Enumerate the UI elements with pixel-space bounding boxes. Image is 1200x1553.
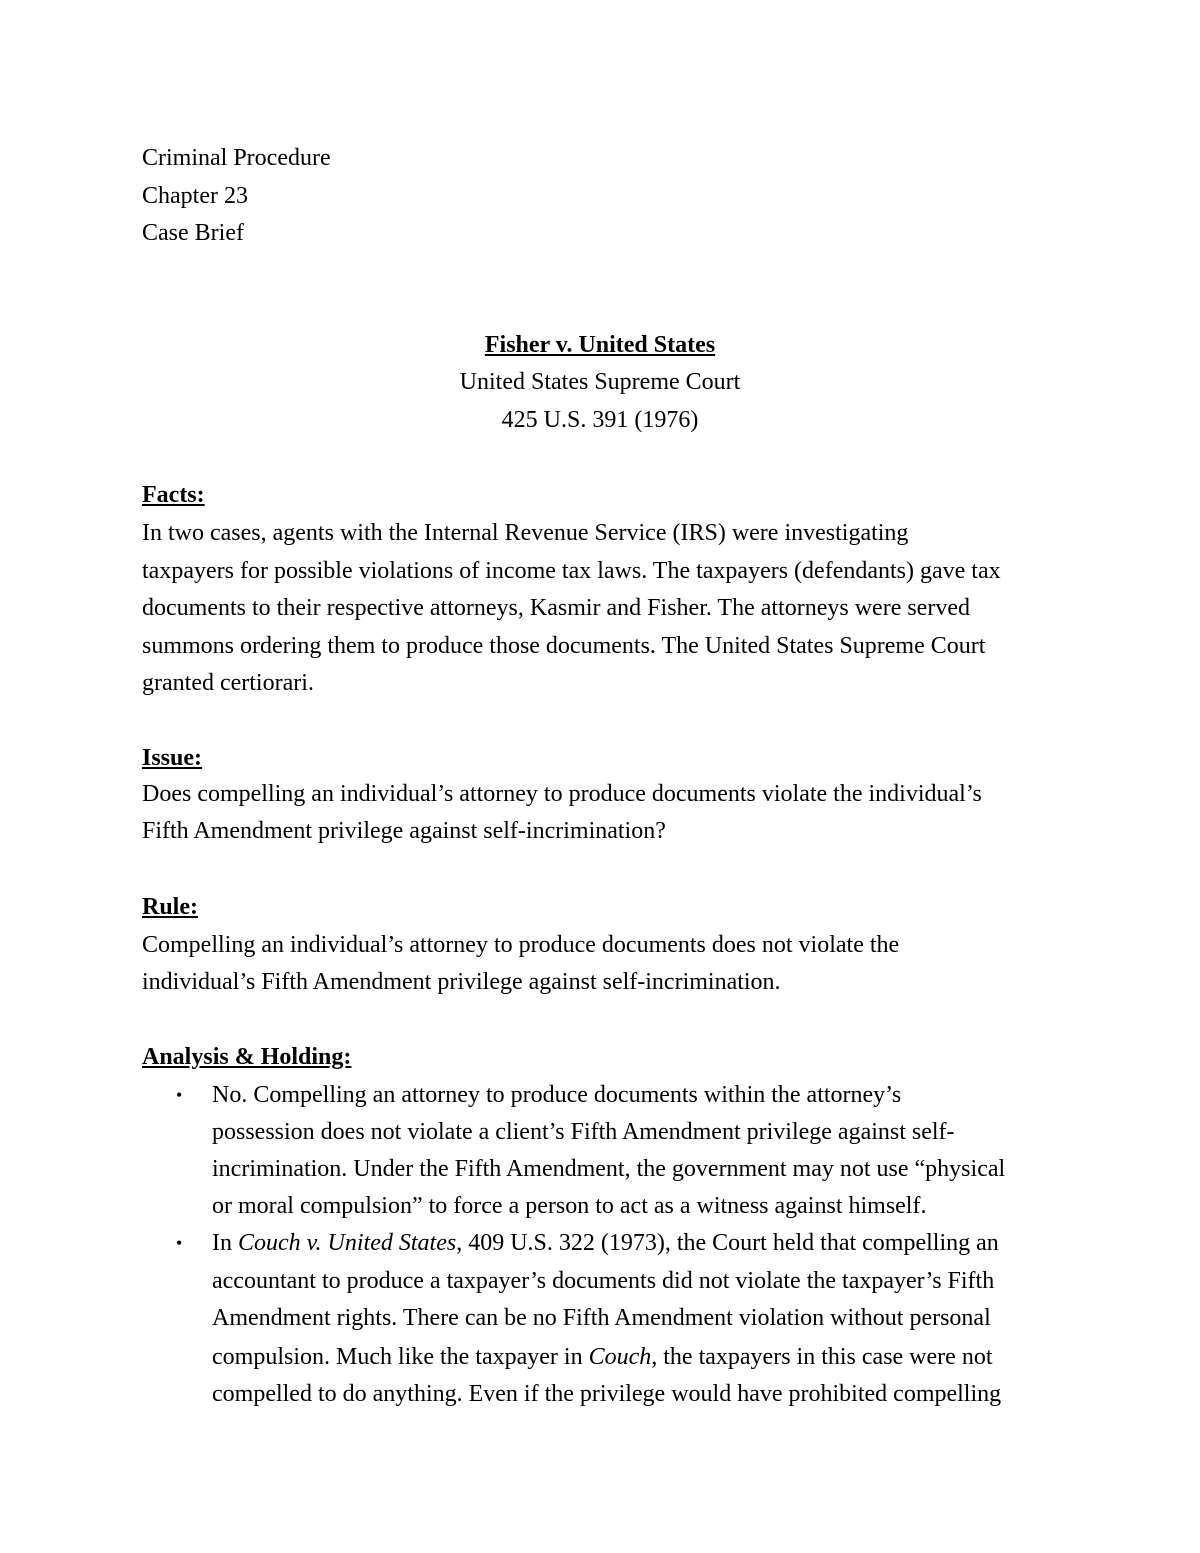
rule-heading: Rule: xyxy=(142,894,198,920)
analysis-bullet-line: accountant to produce a taxpayer’s documents did not violate the taxpayer’s Fifth xyxy=(212,1268,995,1294)
court-name: United States Supreme Court xyxy=(459,369,741,395)
text-fragment: compulsion. Much like the taxpayer in xyxy=(212,1344,589,1370)
analysis-bullet-line: possession does not violate a client’s Fifth Amendment privilege against self- xyxy=(212,1119,955,1145)
analysis-bullet-line: Amendment rights. There can be no Fifth Amendment violation without personal xyxy=(212,1305,991,1331)
facts-line: summons ordering them to produce those documents. The United States Supreme Court xyxy=(142,633,986,659)
facts-line: granted certiorari. xyxy=(142,670,314,696)
analysis-heading: Analysis & Holding: xyxy=(142,1044,352,1070)
case-name-italic: Couch xyxy=(588,1344,652,1370)
text-fragment: , the taxpayers in this case were not xyxy=(651,1344,993,1370)
facts-line: documents to their respective attorneys, Kasmir and Fisher. The attorneys were served xyxy=(142,595,970,621)
analysis-bullet-line: or moral compulsion” to force a person to act as a witness against himself. xyxy=(212,1193,927,1219)
issue-heading: Issue: xyxy=(142,745,203,771)
facts-line: In two cases, agents with the Internal Revenue Service (IRS) were investigating xyxy=(142,520,909,546)
issue-line: Does compelling an individual’s attorney to produce documents violate the individual’s xyxy=(142,781,982,807)
document-type: Case Brief xyxy=(142,220,244,246)
analysis-bullet-line: compelled to do anything. Even if the privilege would have prohibited compelling xyxy=(212,1381,1002,1407)
case-title: Fisher v. United States xyxy=(484,332,716,358)
analysis-bullet-line: No. Compelling an attorney to produce documents within the attorney’s xyxy=(212,1082,902,1108)
facts-line: taxpayers for possible violations of income tax laws. The taxpayers (defendants) gave tax xyxy=(142,558,1001,584)
analysis-bullet-line xyxy=(212,1228,999,1258)
facts-heading: Facts: xyxy=(142,482,205,508)
rule-line: Compelling an individual’s attorney to produce documents does not violate the xyxy=(142,932,900,958)
case-citation: 425 U.S. 391 (1976) xyxy=(501,407,699,433)
case-name-italic: Couch v. United States xyxy=(238,1230,457,1256)
bullet-icon: • xyxy=(176,1085,183,1105)
course-name: Criminal Procedure xyxy=(142,145,331,171)
analysis-bullet-line: incrimination. Under the Fifth Amendment, the government may not use “physical xyxy=(212,1156,1006,1182)
chapter-label: Chapter 23 xyxy=(142,183,248,209)
rule-line: individual’s Fifth Amendment privilege against self-incrimination. xyxy=(142,969,781,995)
text-fragment: In xyxy=(212,1230,238,1256)
bullet-icon: • xyxy=(176,1233,183,1253)
text-fragment: , 409 U.S. 322 (1973), the Court held that compelling an xyxy=(456,1230,999,1256)
issue-line: Fifth Amendment privilege against self-incrimination? xyxy=(142,818,666,844)
analysis-bullet-line xyxy=(212,1342,992,1372)
